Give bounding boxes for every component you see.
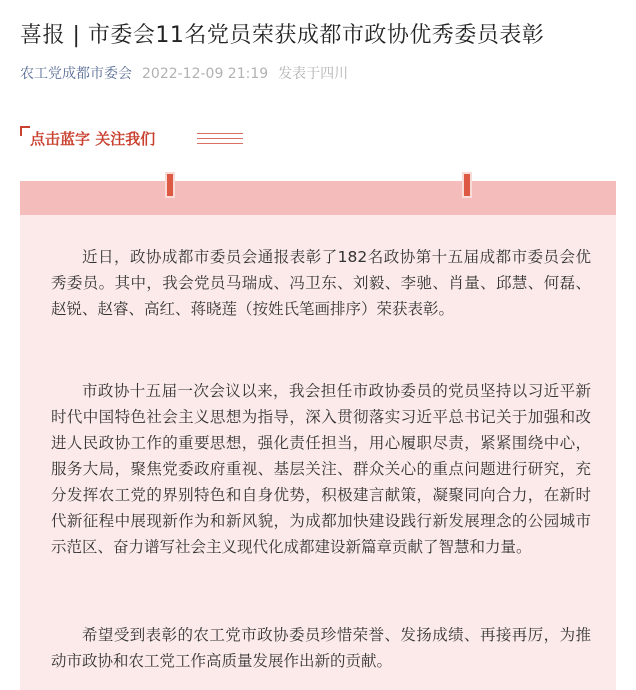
account-name-link[interactable]: 农工党成都市委会 [20, 66, 132, 82]
publish-location: 发表于四川 [278, 66, 349, 82]
follow-prompt [20, 120, 235, 156]
article-paragraph-2: 市政协十五届一次会议以来，我会担任市政协委员的党员坚持以习近平新时代中国特色社会主义思想为指导，深入贯彻落实习近平总书记关于加强和改进人民政协工作的重要思想，强化责任担当，用心履职尽责，紧紧围绕中心，服务大局，聚焦党委政府重视、基层关注、群众关心的重点问题进行研究，充分发挥农工党的界别特色和自身优势，积极建言献策，凝聚同向合力，在新时代新征程中展现新作为和新风貌，为成都加快建设践行新发展理念的公园城市示范区、奋力谱写社会主义现代化成都建设新篇章贡献了智慧和力量。 [51, 382, 591, 556]
follow-lines-decoration [197, 133, 243, 144]
banner-tab-left [165, 172, 175, 198]
follow-corner-decoration [20, 126, 30, 136]
follow-label: 点击蓝字 关注我们 [30, 130, 156, 148]
article-meta [20, 64, 348, 84]
article-paragraph-1: 近日，政协成都市委员会通报表彰了182名政协第十五届成都市委员会优秀委员。其中，我会党员马瑞成、冯卫东、刘毅、李驰、肖量、邱慧、何磊、赵锐、赵睿、高红、蒋晓莲（按姓氏笔画排序）荣获表彰。 [51, 248, 591, 318]
article-paragraph-3: 希望受到表彰的农工党市政协委员珍惜荣誉、发扬成绩、再接再厉，为推动市政协和农工党工作高质量发展作出新的贡献。 [51, 626, 591, 670]
article-title: 喜报 | 市委会11名党员荣获成都市政协优秀委员表彰 [20, 23, 545, 48]
decorative-banner [20, 181, 616, 215]
banner-tab-right [462, 172, 472, 198]
publish-datetime: 2022-12-09 21:19 [142, 66, 269, 82]
